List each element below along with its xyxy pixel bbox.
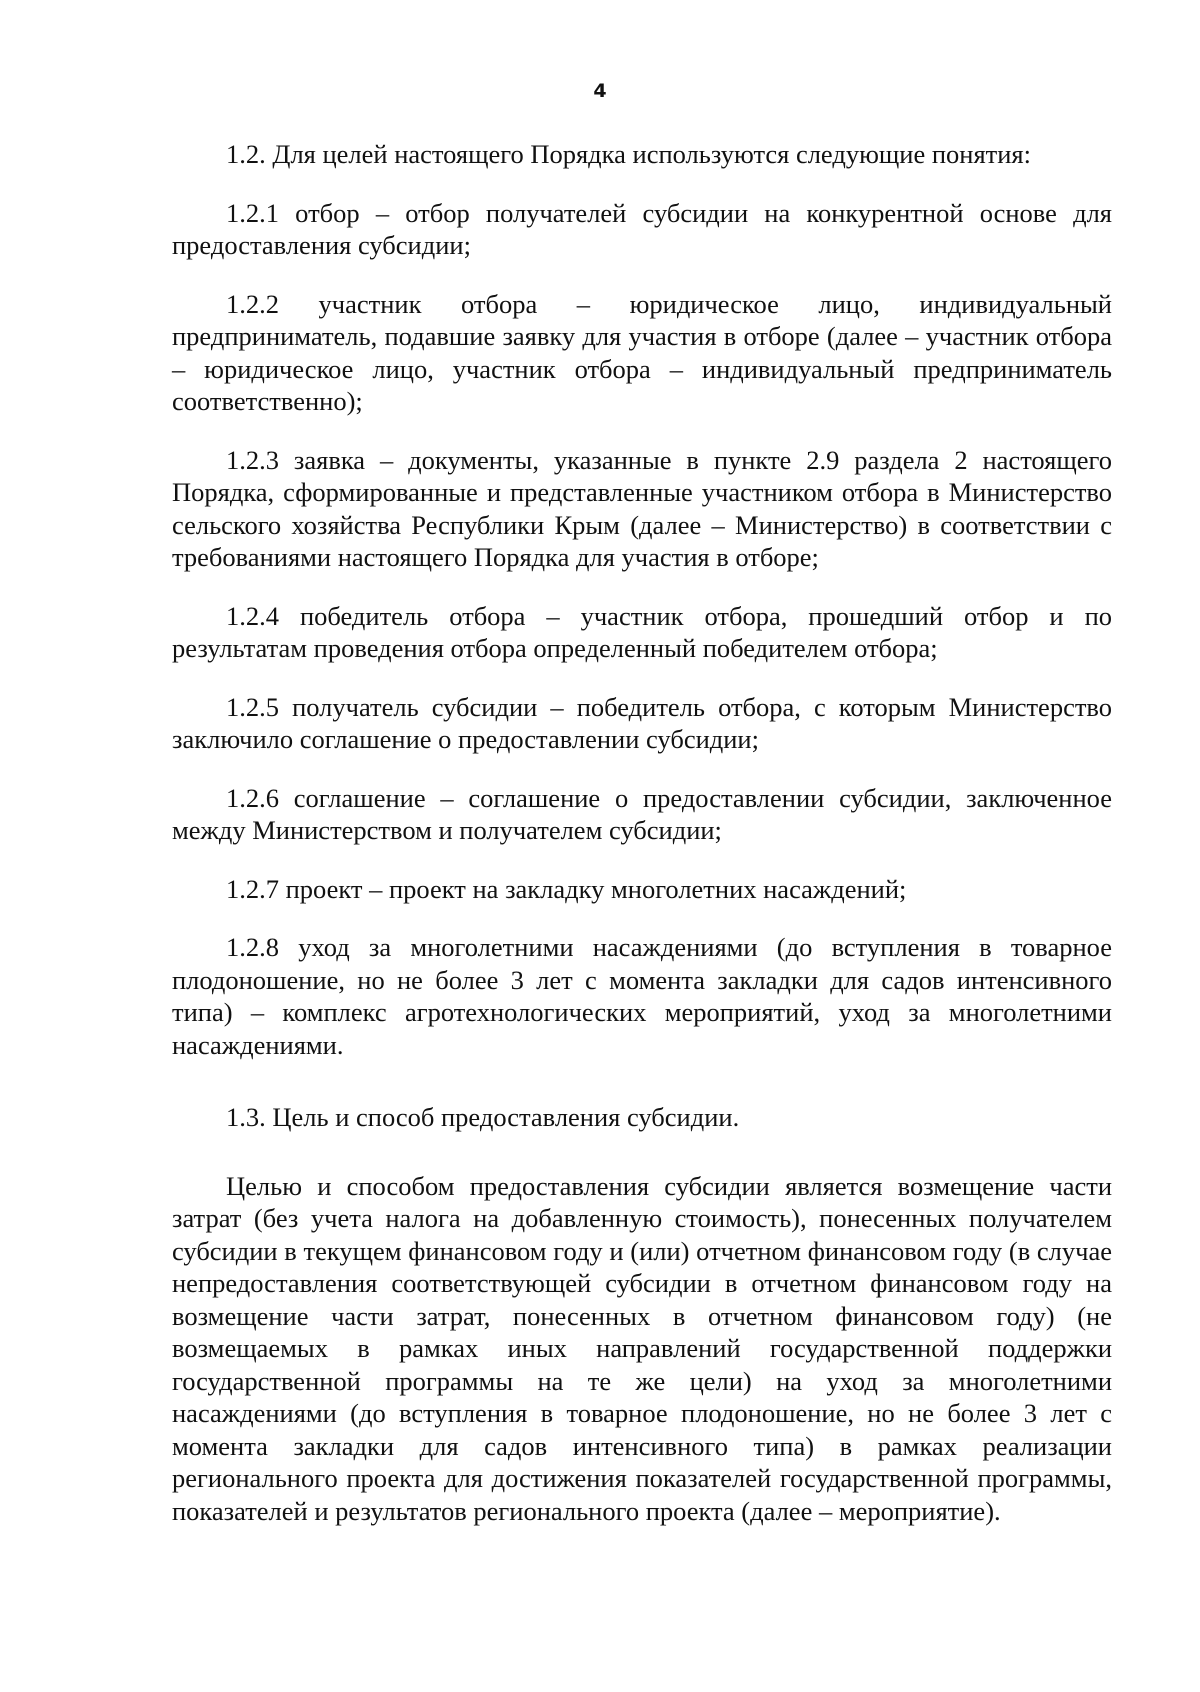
paragraph-1-2-2: 1.2.2 участник отбора – юридическое лицо, индивидуальный предприниматель, подавшие заявку для участия в отборе (далее – участник отбора – юридическое лицо, участник отбора – индивидуальный предприниматель соответственно); <box>172 288 1112 416</box>
page-number: 4 <box>593 80 607 102</box>
paragraph-1-2-5: 1.2.5 получатель субсидии – победитель отбора, с которым Министерство заключило соглашение о предоставлении субсидии; <box>172 691 1112 754</box>
paragraph-1-2-8: 1.2.8 уход за многолетними насаждениями (до вступления в товарное плодоношение, но не более 3 лет с момента закладки для садов интенсивного типа) – комплекс агротехнологических мероприятий, уход за многолетними насаждениями. <box>172 932 1112 1060</box>
paragraph-1-2-6: 1.2.6 соглашение – соглашение о предоставлении субсидии, заключенное между Министерством и получателем субсидии; <box>172 782 1112 845</box>
paragraph-1-2-1: 1.2.1 отбор – отбор получателей субсидии на конкурентной основе для предоставления субсидии; <box>172 197 1112 260</box>
paragraph-1-2: 1.2. Для целей настоящего Порядка используются следующие понятия: <box>226 139 1031 169</box>
document-body <box>172 138 1112 1527</box>
paragraph-1-2-3: 1.2.3 заявка – документы, указанные в пункте 2.9 раздела 2 настоящего Порядка, сформированные и представленные участником отбора в Министерство сельского хозяйства Республики Крым (далее – Министерство) в соответствии с требованиями настоящего Порядка для участия в отборе; <box>172 444 1112 572</box>
paragraph-1-2-7: 1.2.7 проект – проект на закладку многолетних насаждений; <box>226 873 907 904</box>
paragraph-1-3-body: Целью и способом предоставления субсидии является возмещение части затрат (без учета налога на добавленную стоимость), понесенных получателем субсидии в текущем финансовом году и (или) отчетном финансовом году (в случае непредоставления соответствующей субсидии в отчетном финансовом году на возмещение части затрат, понесенных в отчетном финансовом году) (не возмещаемых в рамках иных направлений государственной поддержки государственной программы на те же цели) на уход за многолетними насаждениями (до вступления в товарное плодоношение, но не более 3 лет с момента закладки для садов интенсивного типа) в рамках реализации регионального проекта для достижения показателей государственной программы, показателей и результатов регионального проекта (далее – мероприятие). <box>172 1170 1112 1526</box>
paragraph-1-3: 1.3. Цель и способ предоставления субсидии. <box>226 1102 740 1132</box>
paragraph-1-2-4: 1.2.4 победитель отбора – участник отбора, прошедший отбор и по результатам проведения отбора определенный победителем отбора; <box>172 600 1112 663</box>
